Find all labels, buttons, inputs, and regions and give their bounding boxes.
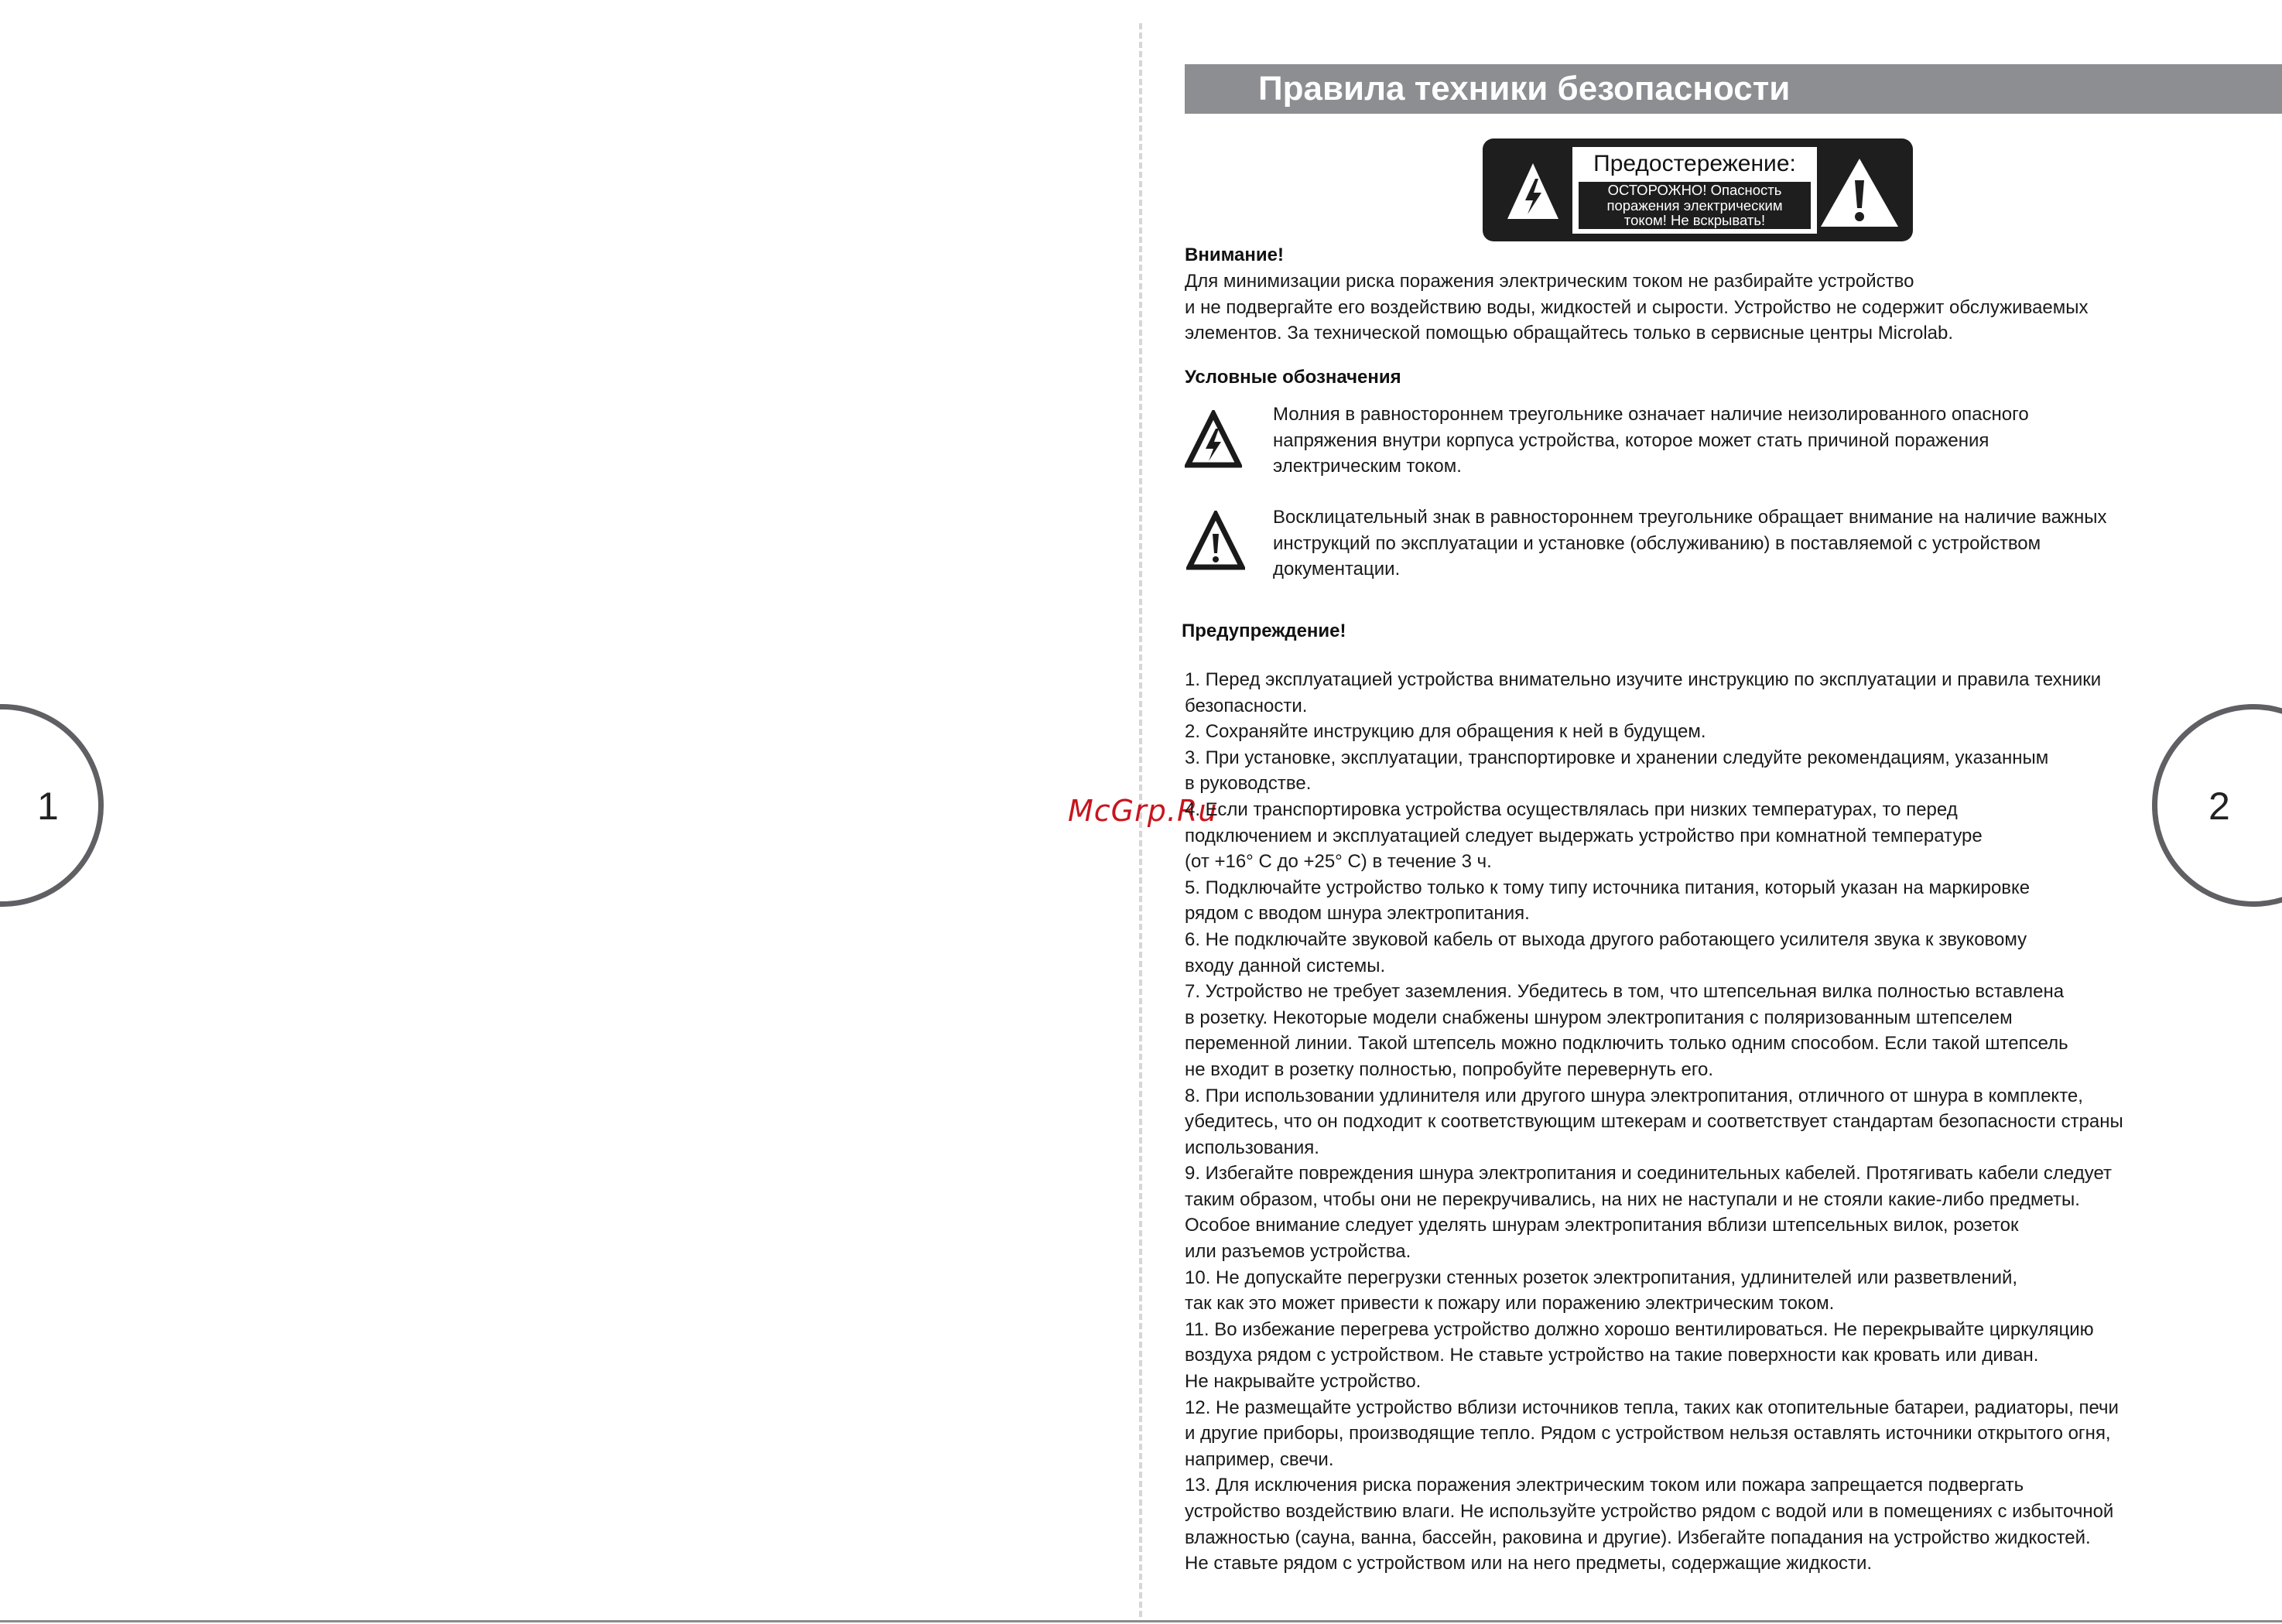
caution-title: Предостережение: — [1593, 151, 1796, 176]
warning-line: 9. Избегайте повреждения шнура электропитания и соединительных кабелей. Протягивать кабели следует — [1185, 1163, 2113, 1185]
warning-line: 8. При использовании удлинителя или другого шнура электропитания, отличного от шнура в комплекте, — [1185, 1085, 2083, 1106]
caution-message-line: поражения электрическим — [1606, 197, 1783, 214]
warning-line: так как это может привести к пожару или поражению электрическим током. — [1185, 1293, 1835, 1315]
exclamation-warning-icon — [1819, 157, 1900, 228]
warning-line: 13. Для исключения риска поражения электрическим током или пожара запрещается подвергать — [1185, 1475, 2024, 1496]
warning-line: Особое внимание следует уделять шнурам электропитания вблизи штепсельных вилок, розеток — [1185, 1215, 2019, 1236]
lightning-symbol-icon — [1185, 410, 1242, 469]
warning-line: убедитесь, что он подходит к соответствующим штекерам и соответствует стандартам безопасности страны — [1185, 1111, 2123, 1133]
watermark: McGrp.Ru — [1068, 794, 1218, 828]
warning-line: переменной линии. Такой штепсель можно подключить только одним способом. Если такой штепсель — [1185, 1033, 2068, 1055]
page-number-right: 2 — [2208, 785, 2230, 828]
symbol-text-line: Молния в равностороннем треугольнике означает наличие неизолированного опасного — [1273, 404, 2029, 425]
caution-label — [1483, 138, 1913, 241]
warning-line: (от +16° С до +25° С) в течение 3 ч. — [1185, 851, 1492, 873]
attention-line: элементов. За технической помощью обращайтесь только в сервисные центры Microlab. — [1185, 323, 1954, 344]
symbol-text-line: Восклицательный знак в равностороннем треугольнике обращает внимание на наличие важных — [1273, 507, 2107, 528]
warning-line: или разъемов устройства. — [1185, 1241, 1411, 1263]
warning-line: 1. Перед эксплуатацией устройства внимательно изучите инструкцию по эксплуатации и правила техники — [1185, 669, 2102, 690]
lightning-warning-icon — [1506, 162, 1560, 221]
exclamation-symbol-text — [1273, 504, 2107, 583]
attention-heading: Внимание! — [1185, 244, 1284, 265]
caution-center-panel — [1572, 147, 1817, 234]
warning-line: входу данной системы. — [1185, 955, 1386, 976]
warning-list — [1185, 667, 2123, 1577]
warning-line: 6. Не подключайте звуковой кабель от выхода другого работающего усилителя звука к звуковому — [1185, 928, 2027, 950]
warning-heading: Предупреждение! — [1182, 621, 1346, 641]
warning-line: использования. — [1185, 1137, 1319, 1158]
warning-line: и другие приборы, производящие тепло. Рядом с устройством нельзя оставлять источники открытого огня, — [1185, 1423, 2111, 1445]
caution-message-line: ОСТОРОЖНО! Опасность — [1607, 182, 1782, 198]
warning-line: устройство воздействию влаги. Не используйте устройство рядом с водой или в помещениях с избыточной — [1185, 1501, 2114, 1522]
page-title: Правила техники безопасности — [1258, 70, 1791, 108]
caution-message-line: током! Не вскрывать! — [1623, 212, 1766, 228]
warning-line: в руководстве. — [1185, 773, 1312, 795]
warning-line: например, свечи. — [1185, 1448, 1334, 1470]
warning-line: безопасности. — [1185, 695, 1308, 716]
symbol-text-line: электрическим током. — [1273, 456, 1462, 477]
warning-line: не входит в розетку полностью, попробуйте перевернуть его. — [1185, 1058, 1714, 1080]
warning-line: в розетку. Некоторые модели снабжены шнуром электропитания с поляризованным штепселем — [1185, 1007, 2013, 1028]
warning-line: 5. Подключайте устройство только к тому типу источника питания, который указан на маркировке — [1185, 877, 2031, 898]
page-number-left: 1 — [37, 785, 59, 828]
symbol-text-line: документации. — [1273, 559, 1401, 580]
warning-line: рядом с вводом шнура электропитания. — [1185, 903, 1530, 925]
warning-line: 11. Во избежание перегрева устройство должно хорошо вентилироваться. Не перекрывайте циркуляцию — [1185, 1318, 2094, 1340]
attention-line: и не подвергайте его воздействию воды, жидкостей и сырости. Устройство не содержит обслуживаемых — [1185, 296, 2089, 318]
warning-line: 10. Не допускайте перегрузки стенных розеток электропитания, удлинителей или разветвлений, — [1185, 1267, 2018, 1288]
warning-line: воздуха рядом с устройством. Не ставьте устройство на такие поверхности как кровать или диван. — [1185, 1345, 2039, 1366]
symbol-text-line: инструкций по эксплуатации и установке (обслуживанию) в поставляемой с устройством — [1273, 532, 2041, 554]
symbol-text-line: напряжения внутри корпуса устройства, которое может стать причиной поражения — [1273, 429, 1989, 451]
warning-line: 3. При установке, эксплуатации, транспортировке и хранении следуйте рекомендациям, указанным — [1185, 747, 2049, 768]
lightning-symbol-text — [1273, 402, 2029, 480]
warning-line: Не накрывайте устройство. — [1185, 1371, 1422, 1393]
warning-line: 4. Если транспортировка устройства осуществлялась при низких температурах, то перед — [1185, 798, 1958, 820]
symbols-heading: Условные обозначения — [1185, 367, 1401, 388]
warning-line: 2. Сохраняйте инструкцию для обращения к ней в будущем. — [1185, 721, 1706, 743]
warning-line: подключением и эксплуатацией следует выдержать устройство при комнатной температуре — [1185, 825, 1983, 846]
attention-text — [1185, 268, 2089, 347]
header-bar — [1185, 64, 2282, 114]
bottom-rule — [0, 1620, 2282, 1622]
warning-line: Не ставьте рядом с устройством или на него предметы, содержащие жидкости. — [1185, 1553, 1873, 1574]
caution-message — [1579, 182, 1811, 229]
exclamation-symbol-icon — [1186, 511, 1245, 571]
warning-line: таким образом, чтобы они не перекручивались, на них не наступали и не стояли какие-либо предметы. — [1185, 1188, 2080, 1210]
warning-line: влажностью (сауна, ванна, бассейн, раковина и другие). Избегайте попадания на устройство жидкостей. — [1185, 1527, 2091, 1548]
warning-line: 12. Не размещайте устройство вблизи источников тепла, таких как отопительные батареи, радиаторы, печи — [1185, 1397, 2119, 1418]
warning-line: 7. Устройство не требует заземления. Убедитесь в том, что штепсельная вилка полностью вставлена — [1185, 981, 2065, 1003]
attention-line: Для минимизации риска поражения электрическим током не разбирайте устройство — [1185, 271, 1914, 292]
